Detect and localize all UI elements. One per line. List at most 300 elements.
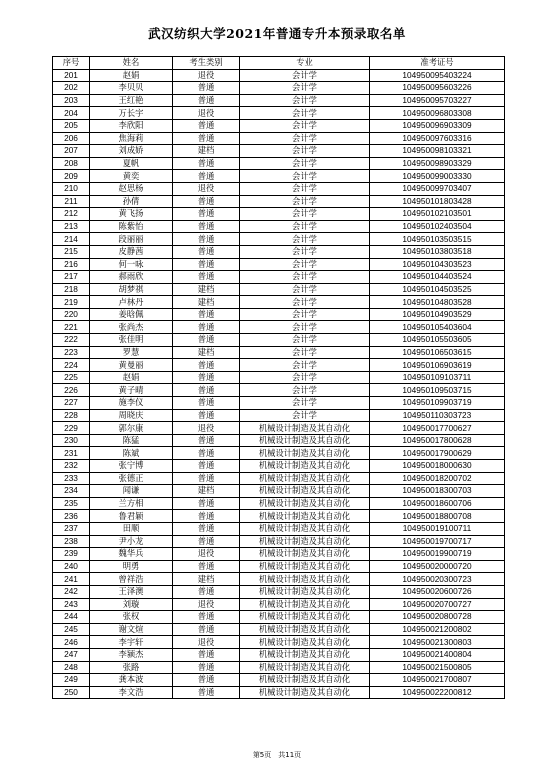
cell-major: 会计学 <box>240 182 370 195</box>
table-row <box>53 220 505 233</box>
cell-index: 231 <box>53 447 90 460</box>
cell-exam-number: 104950018000630 <box>370 460 505 473</box>
cell-index: 238 <box>53 535 90 548</box>
cell-exam-number: 104950018800708 <box>370 510 505 523</box>
cell-major: 机械设计制造及其自动化 <box>240 548 370 561</box>
cell-name: 张佳明 <box>90 334 173 347</box>
cell-name: 陈紫怡 <box>90 220 173 233</box>
cell-exam-number: 104950018300703 <box>370 485 505 498</box>
cell-index: 250 <box>53 686 90 699</box>
cell-exam-number: 104950098103321 <box>370 145 505 158</box>
cell-index: 208 <box>53 157 90 170</box>
table-row <box>53 422 505 435</box>
cell-name: 罗慧 <box>90 346 173 359</box>
cell-name: 田顺 <box>90 522 173 535</box>
cell-name: 张德正 <box>90 472 173 485</box>
cell-index: 210 <box>53 182 90 195</box>
cell-major: 会计学 <box>240 409 370 422</box>
table-row <box>53 359 505 372</box>
cell-name: 李颍杰 <box>90 648 173 661</box>
table-row <box>53 585 505 598</box>
cell-index: 207 <box>53 145 90 158</box>
cell-major: 会计学 <box>240 397 370 410</box>
cell-name: 焦海莉 <box>90 132 173 145</box>
cell-category: 普通 <box>173 371 240 384</box>
cell-exam-number: 104950018600706 <box>370 497 505 510</box>
cell-exam-number: 104950095403224 <box>370 69 505 82</box>
cell-name: 李贝贝 <box>90 82 173 95</box>
table-row <box>53 598 505 611</box>
cell-name: 明勇 <box>90 560 173 573</box>
cell-major: 机械设计制造及其自动化 <box>240 648 370 661</box>
table-row <box>53 245 505 258</box>
table-row <box>53 384 505 397</box>
cell-major: 机械设计制造及其自动化 <box>240 485 370 498</box>
cell-major: 会计学 <box>240 334 370 347</box>
cell-category: 普通 <box>173 132 240 145</box>
cell-exam-number: 104950102103501 <box>370 208 505 221</box>
cell-name: 胡梦祺 <box>90 283 173 296</box>
cell-major: 会计学 <box>240 359 370 372</box>
cell-index: 221 <box>53 321 90 334</box>
cell-exam-number: 104950095603226 <box>370 82 505 95</box>
cell-category: 普通 <box>173 82 240 95</box>
cell-exam-number: 104950104303523 <box>370 258 505 271</box>
header-major: 专业 <box>240 57 370 70</box>
cell-index: 244 <box>53 611 90 624</box>
cell-exam-number: 104950099703407 <box>370 182 505 195</box>
cell-major: 会计学 <box>240 346 370 359</box>
cell-exam-number: 104950020700727 <box>370 598 505 611</box>
table-row <box>53 258 505 271</box>
cell-name: 王泽澳 <box>90 585 173 598</box>
cell-major: 机械设计制造及其自动化 <box>240 585 370 598</box>
cell-category: 普通 <box>173 384 240 397</box>
cell-major: 会计学 <box>240 296 370 309</box>
cell-major: 会计学 <box>240 258 370 271</box>
cell-exam-number: 104950109903719 <box>370 397 505 410</box>
cell-index: 209 <box>53 170 90 183</box>
cell-category: 普通 <box>173 119 240 132</box>
cell-major: 机械设计制造及其自动化 <box>240 434 370 447</box>
cell-exam-number: 104950096803308 <box>370 107 505 120</box>
cell-major: 机械设计制造及其自动化 <box>240 522 370 535</box>
cell-category: 普通 <box>173 208 240 221</box>
cell-name: 闻谦 <box>90 485 173 498</box>
cell-name: 黄子晴 <box>90 384 173 397</box>
cell-index: 216 <box>53 258 90 271</box>
cell-exam-number: 104950021400804 <box>370 648 505 661</box>
cell-exam-number: 104950019100711 <box>370 522 505 535</box>
table-row <box>53 472 505 485</box>
cell-major: 会计学 <box>240 195 370 208</box>
cell-index: 204 <box>53 107 90 120</box>
header-index: 序号 <box>53 57 90 70</box>
cell-index: 228 <box>53 409 90 422</box>
table-row <box>53 623 505 636</box>
cell-category: 普通 <box>173 409 240 422</box>
cell-name: 孙倩 <box>90 195 173 208</box>
table-row <box>53 94 505 107</box>
cell-category: 建档 <box>173 145 240 158</box>
cell-index: 241 <box>53 573 90 586</box>
cell-name: 张宁博 <box>90 460 173 473</box>
cell-major: 机械设计制造及其自动化 <box>240 611 370 624</box>
header-category: 考生类别 <box>173 57 240 70</box>
cell-category: 退役 <box>173 107 240 120</box>
cell-name: 黄飞扬 <box>90 208 173 221</box>
cell-category: 普通 <box>173 510 240 523</box>
cell-category: 普通 <box>173 674 240 687</box>
cell-index: 234 <box>53 485 90 498</box>
table-row <box>53 107 505 120</box>
cell-exam-number: 104950021700807 <box>370 674 505 687</box>
cell-major: 会计学 <box>240 245 370 258</box>
table-row <box>53 119 505 132</box>
cell-category: 退役 <box>173 636 240 649</box>
table-row <box>53 283 505 296</box>
cell-name: 张尚杰 <box>90 321 173 334</box>
table-row <box>53 522 505 535</box>
cell-major: 会计学 <box>240 384 370 397</box>
cell-index: 232 <box>53 460 90 473</box>
cell-category: 普通 <box>173 648 240 661</box>
cell-name: 王红艳 <box>90 94 173 107</box>
cell-category: 普通 <box>173 308 240 321</box>
cell-exam-number: 104950110303723 <box>370 409 505 422</box>
cell-name: 段丽丽 <box>90 233 173 246</box>
table-row <box>53 321 505 334</box>
cell-category: 普通 <box>173 686 240 699</box>
cell-name: 谢文煊 <box>90 623 173 636</box>
cell-name: 刘璇 <box>90 598 173 611</box>
cell-category: 建档 <box>173 296 240 309</box>
cell-index: 230 <box>53 434 90 447</box>
cell-exam-number: 104950096903309 <box>370 119 505 132</box>
cell-index: 222 <box>53 334 90 347</box>
cell-category: 普通 <box>173 245 240 258</box>
cell-category: 建档 <box>173 283 240 296</box>
cell-major: 会计学 <box>240 170 370 183</box>
cell-category: 普通 <box>173 359 240 372</box>
table-row <box>53 510 505 523</box>
cell-major: 会计学 <box>240 371 370 384</box>
table-row <box>53 548 505 561</box>
cell-name: 郝雨欣 <box>90 271 173 284</box>
cell-name: 张权 <box>90 611 173 624</box>
cell-category: 普通 <box>173 397 240 410</box>
cell-category: 退役 <box>173 69 240 82</box>
table-row <box>53 132 505 145</box>
cell-name: 李文浩 <box>90 686 173 699</box>
cell-major: 机械设计制造及其自动化 <box>240 560 370 573</box>
cell-index: 201 <box>53 69 90 82</box>
table-row <box>53 145 505 158</box>
cell-major: 机械设计制造及其自动化 <box>240 573 370 586</box>
cell-index: 214 <box>53 233 90 246</box>
cell-name: 万长宇 <box>90 107 173 120</box>
table-row <box>53 195 505 208</box>
cell-exam-number: 104950101803428 <box>370 195 505 208</box>
cell-major: 机械设计制造及其自动化 <box>240 447 370 460</box>
cell-category: 普通 <box>173 611 240 624</box>
table-row <box>53 82 505 95</box>
cell-exam-number: 104950095703227 <box>370 94 505 107</box>
cell-major: 会计学 <box>240 220 370 233</box>
cell-category: 普通 <box>173 623 240 636</box>
cell-major: 会计学 <box>240 94 370 107</box>
cell-major: 机械设计制造及其自动化 <box>240 598 370 611</box>
cell-name: 兰方相 <box>90 497 173 510</box>
cell-index: 217 <box>53 271 90 284</box>
cell-name: 鲁君颖 <box>90 510 173 523</box>
cell-exam-number: 104950109103711 <box>370 371 505 384</box>
cell-index: 236 <box>53 510 90 523</box>
cell-major: 机械设计制造及其自动化 <box>240 460 370 473</box>
cell-exam-number: 104950019700717 <box>370 535 505 548</box>
cell-major: 机械设计制造及其自动化 <box>240 623 370 636</box>
table-row <box>53 573 505 586</box>
header-exam-number: 准考证号 <box>370 57 505 70</box>
cell-major: 机械设计制造及其自动化 <box>240 497 370 510</box>
table-row <box>53 535 505 548</box>
cell-index: 223 <box>53 346 90 359</box>
cell-category: 建档 <box>173 485 240 498</box>
table-row <box>53 409 505 422</box>
table-row <box>53 208 505 221</box>
cell-name: 施李仪 <box>90 397 173 410</box>
table-row <box>53 434 505 447</box>
cell-index: 249 <box>53 674 90 687</box>
cell-name: 郭尔康 <box>90 422 173 435</box>
cell-name: 皮静茜 <box>90 245 173 258</box>
table-row <box>53 271 505 284</box>
cell-name: 夏帆 <box>90 157 173 170</box>
cell-major: 会计学 <box>240 119 370 132</box>
cell-category: 普通 <box>173 447 240 460</box>
cell-index: 205 <box>53 119 90 132</box>
cell-index: 202 <box>53 82 90 95</box>
cell-index: 226 <box>53 384 90 397</box>
cell-index: 243 <box>53 598 90 611</box>
cell-name: 刘成娇 <box>90 145 173 158</box>
cell-index: 227 <box>53 397 90 410</box>
cell-index: 218 <box>53 283 90 296</box>
cell-name: 曾祥浩 <box>90 573 173 586</box>
cell-exam-number: 104950020600726 <box>370 585 505 598</box>
cell-name: 陈猛 <box>90 434 173 447</box>
cell-index: 219 <box>53 296 90 309</box>
table-row <box>53 460 505 473</box>
table-row <box>53 648 505 661</box>
cell-category: 普通 <box>173 472 240 485</box>
cell-index: 235 <box>53 497 90 510</box>
cell-index: 224 <box>53 359 90 372</box>
table-row <box>53 636 505 649</box>
admission-table <box>52 56 505 699</box>
cell-index: 248 <box>53 661 90 674</box>
cell-category: 普通 <box>173 661 240 674</box>
table-row <box>53 485 505 498</box>
table-row <box>53 497 505 510</box>
cell-major: 机械设计制造及其自动化 <box>240 674 370 687</box>
cell-name: 黄曼丽 <box>90 359 173 372</box>
table-row <box>53 346 505 359</box>
table-row <box>53 371 505 384</box>
cell-exam-number: 104950097603316 <box>370 132 505 145</box>
cell-exam-number: 104950099003330 <box>370 170 505 183</box>
cell-category: 退役 <box>173 598 240 611</box>
cell-name: 魏华兵 <box>90 548 173 561</box>
cell-major: 会计学 <box>240 321 370 334</box>
cell-index: 246 <box>53 636 90 649</box>
cell-index: 247 <box>53 648 90 661</box>
table-row <box>53 611 505 624</box>
cell-exam-number: 104950104903529 <box>370 308 505 321</box>
cell-exam-number: 104950105403604 <box>370 321 505 334</box>
cell-index: 233 <box>53 472 90 485</box>
cell-category: 普通 <box>173 434 240 447</box>
table-row <box>53 69 505 82</box>
cell-category: 普通 <box>173 585 240 598</box>
cell-exam-number: 104950020000720 <box>370 560 505 573</box>
cell-exam-number: 104950103803518 <box>370 245 505 258</box>
cell-exam-number: 104950018200702 <box>370 472 505 485</box>
cell-major: 机械设计制造及其自动化 <box>240 686 370 699</box>
cell-exam-number: 104950020800728 <box>370 611 505 624</box>
cell-name: 姜晗佩 <box>90 308 173 321</box>
cell-exam-number: 104950020300723 <box>370 573 505 586</box>
cell-major: 机械设计制造及其自动化 <box>240 510 370 523</box>
cell-name: 李欣阳 <box>90 119 173 132</box>
cell-index: 242 <box>53 585 90 598</box>
table-row <box>53 334 505 347</box>
cell-major: 会计学 <box>240 208 370 221</box>
cell-major: 会计学 <box>240 308 370 321</box>
cell-category: 普通 <box>173 560 240 573</box>
cell-category: 普通 <box>173 258 240 271</box>
cell-category: 普通 <box>173 497 240 510</box>
cell-name: 何一咏 <box>90 258 173 271</box>
cell-exam-number: 104950098903329 <box>370 157 505 170</box>
cell-category: 普通 <box>173 170 240 183</box>
cell-category: 普通 <box>173 334 240 347</box>
cell-name: 黄奕 <box>90 170 173 183</box>
cell-name: 张路 <box>90 661 173 674</box>
table-row <box>53 233 505 246</box>
cell-exam-number: 104950021500805 <box>370 661 505 674</box>
cell-major: 会计学 <box>240 157 370 170</box>
cell-category: 普通 <box>173 271 240 284</box>
cell-name: 赵思杨 <box>90 182 173 195</box>
cell-category: 普通 <box>173 460 240 473</box>
cell-major: 会计学 <box>240 69 370 82</box>
table-row <box>53 182 505 195</box>
cell-exam-number: 104950022200812 <box>370 686 505 699</box>
cell-index: 237 <box>53 522 90 535</box>
table-row <box>53 674 505 687</box>
cell-name: 龚本波 <box>90 674 173 687</box>
cell-name: 卢林丹 <box>90 296 173 309</box>
cell-exam-number: 104950017800628 <box>370 434 505 447</box>
cell-exam-number: 104950106903619 <box>370 359 505 372</box>
cell-index: 212 <box>53 208 90 221</box>
cell-major: 会计学 <box>240 283 370 296</box>
cell-major: 机械设计制造及其自动化 <box>240 661 370 674</box>
cell-category: 建档 <box>173 573 240 586</box>
table-row <box>53 157 505 170</box>
cell-index: 245 <box>53 623 90 636</box>
cell-major: 机械设计制造及其自动化 <box>240 535 370 548</box>
cell-exam-number: 104950017900629 <box>370 447 505 460</box>
cell-index: 239 <box>53 548 90 561</box>
cell-category: 普通 <box>173 535 240 548</box>
cell-exam-number: 104950103503515 <box>370 233 505 246</box>
cell-category: 退役 <box>173 422 240 435</box>
cell-category: 普通 <box>173 195 240 208</box>
table-row <box>53 661 505 674</box>
table-row <box>53 686 505 699</box>
cell-index: 240 <box>53 560 90 573</box>
cell-category: 普通 <box>173 220 240 233</box>
cell-name: 周晓庆 <box>90 409 173 422</box>
cell-category: 普通 <box>173 522 240 535</box>
cell-exam-number: 104950106503615 <box>370 346 505 359</box>
table-row <box>53 170 505 183</box>
cell-exam-number: 104950104503525 <box>370 283 505 296</box>
cell-category: 普通 <box>173 233 240 246</box>
cell-category: 普通 <box>173 321 240 334</box>
document-title: 武汉纺织大学2021年普通专升本预录取名单 <box>148 26 406 41</box>
cell-name: 陈斌 <box>90 447 173 460</box>
cell-major: 机械设计制造及其自动化 <box>240 636 370 649</box>
cell-index: 203 <box>53 94 90 107</box>
cell-major: 会计学 <box>240 271 370 284</box>
cell-exam-number: 104950019900719 <box>370 548 505 561</box>
cell-exam-number: 104950021200802 <box>370 623 505 636</box>
table-row <box>53 447 505 460</box>
table-header-row <box>53 57 505 70</box>
cell-index: 215 <box>53 245 90 258</box>
cell-index: 225 <box>53 371 90 384</box>
table-row <box>53 296 505 309</box>
cell-exam-number: 104950017700627 <box>370 422 505 435</box>
cell-index: 220 <box>53 308 90 321</box>
cell-category: 退役 <box>173 548 240 561</box>
page-footer: 第5页 共11页 <box>252 751 302 759</box>
cell-exam-number: 104950102403504 <box>370 220 505 233</box>
cell-name: 赵娟 <box>90 69 173 82</box>
cell-exam-number: 104950104803528 <box>370 296 505 309</box>
cell-exam-number: 104950105503605 <box>370 334 505 347</box>
cell-exam-number: 104950104403524 <box>370 271 505 284</box>
cell-index: 206 <box>53 132 90 145</box>
table-row <box>53 308 505 321</box>
cell-major: 机械设计制造及其自动化 <box>240 472 370 485</box>
cell-major: 会计学 <box>240 233 370 246</box>
cell-major: 会计学 <box>240 107 370 120</box>
cell-index: 213 <box>53 220 90 233</box>
table-row <box>53 397 505 410</box>
cell-major: 会计学 <box>240 82 370 95</box>
table-row <box>53 560 505 573</box>
cell-name: 李宇轩 <box>90 636 173 649</box>
cell-name: 尹小龙 <box>90 535 173 548</box>
cell-major: 机械设计制造及其自动化 <box>240 422 370 435</box>
cell-exam-number: 104950021300803 <box>370 636 505 649</box>
cell-category: 建档 <box>173 346 240 359</box>
cell-major: 会计学 <box>240 132 370 145</box>
